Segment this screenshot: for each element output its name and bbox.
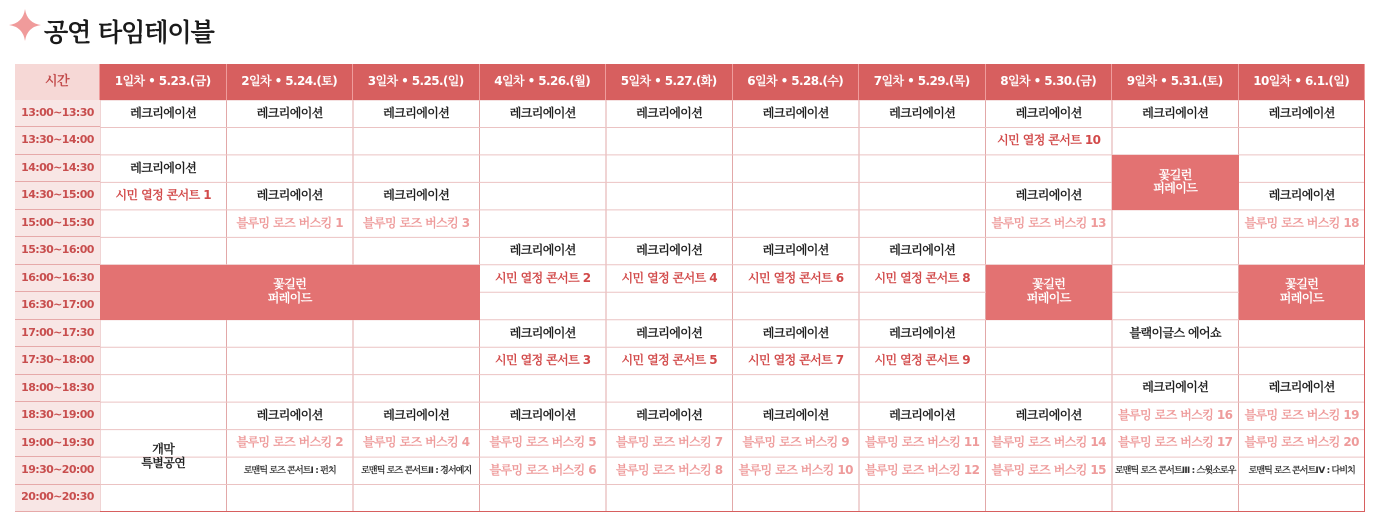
event-busk: 블루밍 로즈 버스킹 14	[991, 435, 1106, 450]
event-busk: 블루밍 로즈 버스킹 18	[1244, 215, 1359, 230]
time-slot: 17:00~17:30	[15, 320, 100, 347]
event-busk: 블루밍 로즈 버스킹 10	[738, 462, 853, 477]
time-header: 시간	[15, 64, 100, 100]
event-con: 시민 열정 콘서트 9	[874, 353, 970, 368]
day-header: 8일차 • 5.30.(금)	[986, 64, 1113, 100]
time-slot: 19:30~20:00	[15, 457, 100, 484]
event-con: 시민 열정 콘서트 6	[748, 270, 844, 285]
event-rec: 레크리에이션	[130, 105, 197, 120]
event-rec: 레크리에이션	[889, 105, 956, 120]
event-rec: 레크리에이션	[762, 243, 829, 258]
event-rec: 레크리에이션	[636, 407, 703, 422]
event-busk: 블루밍 로즈 버스킹 7	[616, 435, 723, 450]
event-rec: 레크리에이션	[889, 325, 956, 340]
event-rec: 레크리에이션	[636, 243, 703, 258]
day-header: 4일차 • 5.26.(월)	[480, 64, 607, 100]
event-rec: 레크리에이션	[383, 407, 450, 422]
time-slot: 20:00~20:30	[15, 485, 100, 512]
event-rec: 레크리에이션	[256, 105, 323, 120]
event-con: 시민 열정 콘서트 1	[115, 188, 211, 203]
event-busk: 블루밍 로즈 버스킹 20	[1244, 435, 1359, 450]
timetable	[15, 64, 1365, 512]
event-rec: 레크리에이션	[762, 105, 829, 120]
event-busk: 블루밍 로즈 버스킹 2	[236, 435, 343, 450]
time-slot: 14:00~14:30	[15, 155, 100, 182]
event-rec: 레크리에이션	[383, 105, 450, 120]
day-header: 2일차 • 5.24.(토)	[227, 64, 354, 100]
event-special: 개막 특별공연	[141, 442, 186, 471]
event-romance: 로맨틱 로즈 콘서트Ⅳ : 다비치	[1248, 465, 1355, 476]
time-slot: 16:00~16:30	[15, 265, 100, 292]
event-rec: 레크리에이션	[383, 188, 450, 203]
event-rec: 레크리에이션	[130, 160, 197, 175]
time-slot: 15:00~15:30	[15, 210, 100, 237]
event-busk: 블루밍 로즈 버스킹 15	[991, 462, 1106, 477]
event-romance: 로맨틱 로즈 콘서트Ⅱ : 경서예지	[361, 465, 472, 476]
event-con: 시민 열정 콘서트 3	[495, 353, 591, 368]
event-busk: 블루밍 로즈 버스킹 19	[1244, 407, 1359, 422]
event-rec: 레크리에이션	[1015, 188, 1082, 203]
event-con: 시민 열정 콘서트 2	[495, 270, 591, 285]
sparkle-icon	[8, 8, 42, 42]
event-busk: 블루밍 로즈 버스킹 13	[991, 215, 1106, 230]
page-title: 공연 타임테이블	[44, 18, 214, 47]
event-rec: 레크리에이션	[636, 325, 703, 340]
day-header: 1일차 • 5.23.(금)	[100, 64, 227, 100]
time-slot: 14:30~15:00	[15, 182, 100, 209]
event-busk: 블루밍 로즈 버스킹 17	[1118, 435, 1233, 450]
day-header: 6일차 • 5.28.(수)	[733, 64, 860, 100]
event-rec: 레크리에이션	[256, 407, 323, 422]
event-rec: 레크리에이션	[1015, 407, 1082, 422]
time-slot: 17:30~18:00	[15, 347, 100, 374]
event-rec: 레크리에이션	[1142, 105, 1209, 120]
event-con: 시민 열정 콘서트 5	[621, 353, 717, 368]
title-area	[8, 10, 214, 52]
time-slot: 15:30~16:00	[15, 237, 100, 264]
event-con: 시민 열정 콘서트 7	[748, 353, 844, 368]
event-parade: 꽃길런 퍼레이드	[1112, 155, 1239, 210]
event-rec: 레크리에이션	[1268, 188, 1335, 203]
day-header: 3일차 • 5.25.(일)	[353, 64, 480, 100]
event-busk: 블루밍 로즈 버스킹 12	[865, 462, 980, 477]
day-header: 10일차 • 6.1.(일)	[1239, 64, 1366, 100]
event-rec: 레크리에이션	[509, 105, 576, 120]
event-rec: 레크리에이션	[509, 243, 576, 258]
event-rec: 레크리에이션	[889, 243, 956, 258]
event-busk: 블루밍 로즈 버스킹 1	[236, 215, 343, 230]
time-slot: 13:00~13:30	[15, 100, 100, 127]
time-slot: 18:00~18:30	[15, 375, 100, 402]
event-busk: 블루밍 로즈 버스킹 8	[616, 462, 723, 477]
event-busk: 블루밍 로즈 버스킹 11	[865, 435, 980, 450]
day-header: 9일차 • 5.31.(토)	[1112, 64, 1239, 100]
event-rec: 레크리에이션	[256, 188, 323, 203]
event-parade: 꽃길런 퍼레이드	[986, 265, 1113, 320]
event-parade: 꽃길런 퍼레이드	[1239, 265, 1366, 320]
event-rec: 레크리에이션	[636, 105, 703, 120]
event-rec: 레크리에이션	[762, 407, 829, 422]
event-romance: 로맨틱 로즈 콘서트Ⅰ : 펀치	[243, 465, 336, 476]
event-busk: 블루밍 로즈 버스킹 16	[1118, 407, 1233, 422]
day-header: 7일차 • 5.29.(목)	[859, 64, 986, 100]
event-busk: 블루밍 로즈 버스킹 6	[489, 462, 596, 477]
event-rec: 블랙이글스 에어쇼	[1129, 325, 1221, 340]
time-slot: 16:30~17:00	[15, 292, 100, 319]
event-con: 시민 열정 콘서트 10	[997, 133, 1101, 148]
event-busk: 블루밍 로즈 버스킹 9	[742, 435, 849, 450]
event-busk: 블루밍 로즈 버스킹 5	[489, 435, 596, 450]
event-rec: 레크리에이션	[509, 325, 576, 340]
event-rec: 레크리에이션	[1268, 380, 1335, 395]
event-rec: 레크리에이션	[1142, 380, 1209, 395]
event-romance: 로맨틱 로즈 콘서트Ⅲ : 스윗소로우	[1114, 465, 1236, 476]
day-header: 5일차 • 5.27.(화)	[606, 64, 733, 100]
event-busk: 블루밍 로즈 버스킹 4	[363, 435, 470, 450]
event-parade: 꽃길런 퍼레이드	[100, 265, 480, 320]
event-rec: 레크리에이션	[1015, 105, 1082, 120]
event-rec: 레크리에이션	[1268, 105, 1335, 120]
time-slot: 18:30~19:00	[15, 402, 100, 429]
event-rec: 레크리에이션	[762, 325, 829, 340]
time-slot: 19:00~19:30	[15, 430, 100, 457]
event-busk: 블루밍 로즈 버스킹 3	[363, 215, 470, 230]
event-rec: 레크리에이션	[889, 407, 956, 422]
event-rec: 레크리에이션	[509, 407, 576, 422]
event-con: 시민 열정 콘서트 4	[621, 270, 717, 285]
time-slot: 13:30~14:00	[15, 127, 100, 154]
event-con: 시민 열정 콘서트 8	[874, 270, 970, 285]
